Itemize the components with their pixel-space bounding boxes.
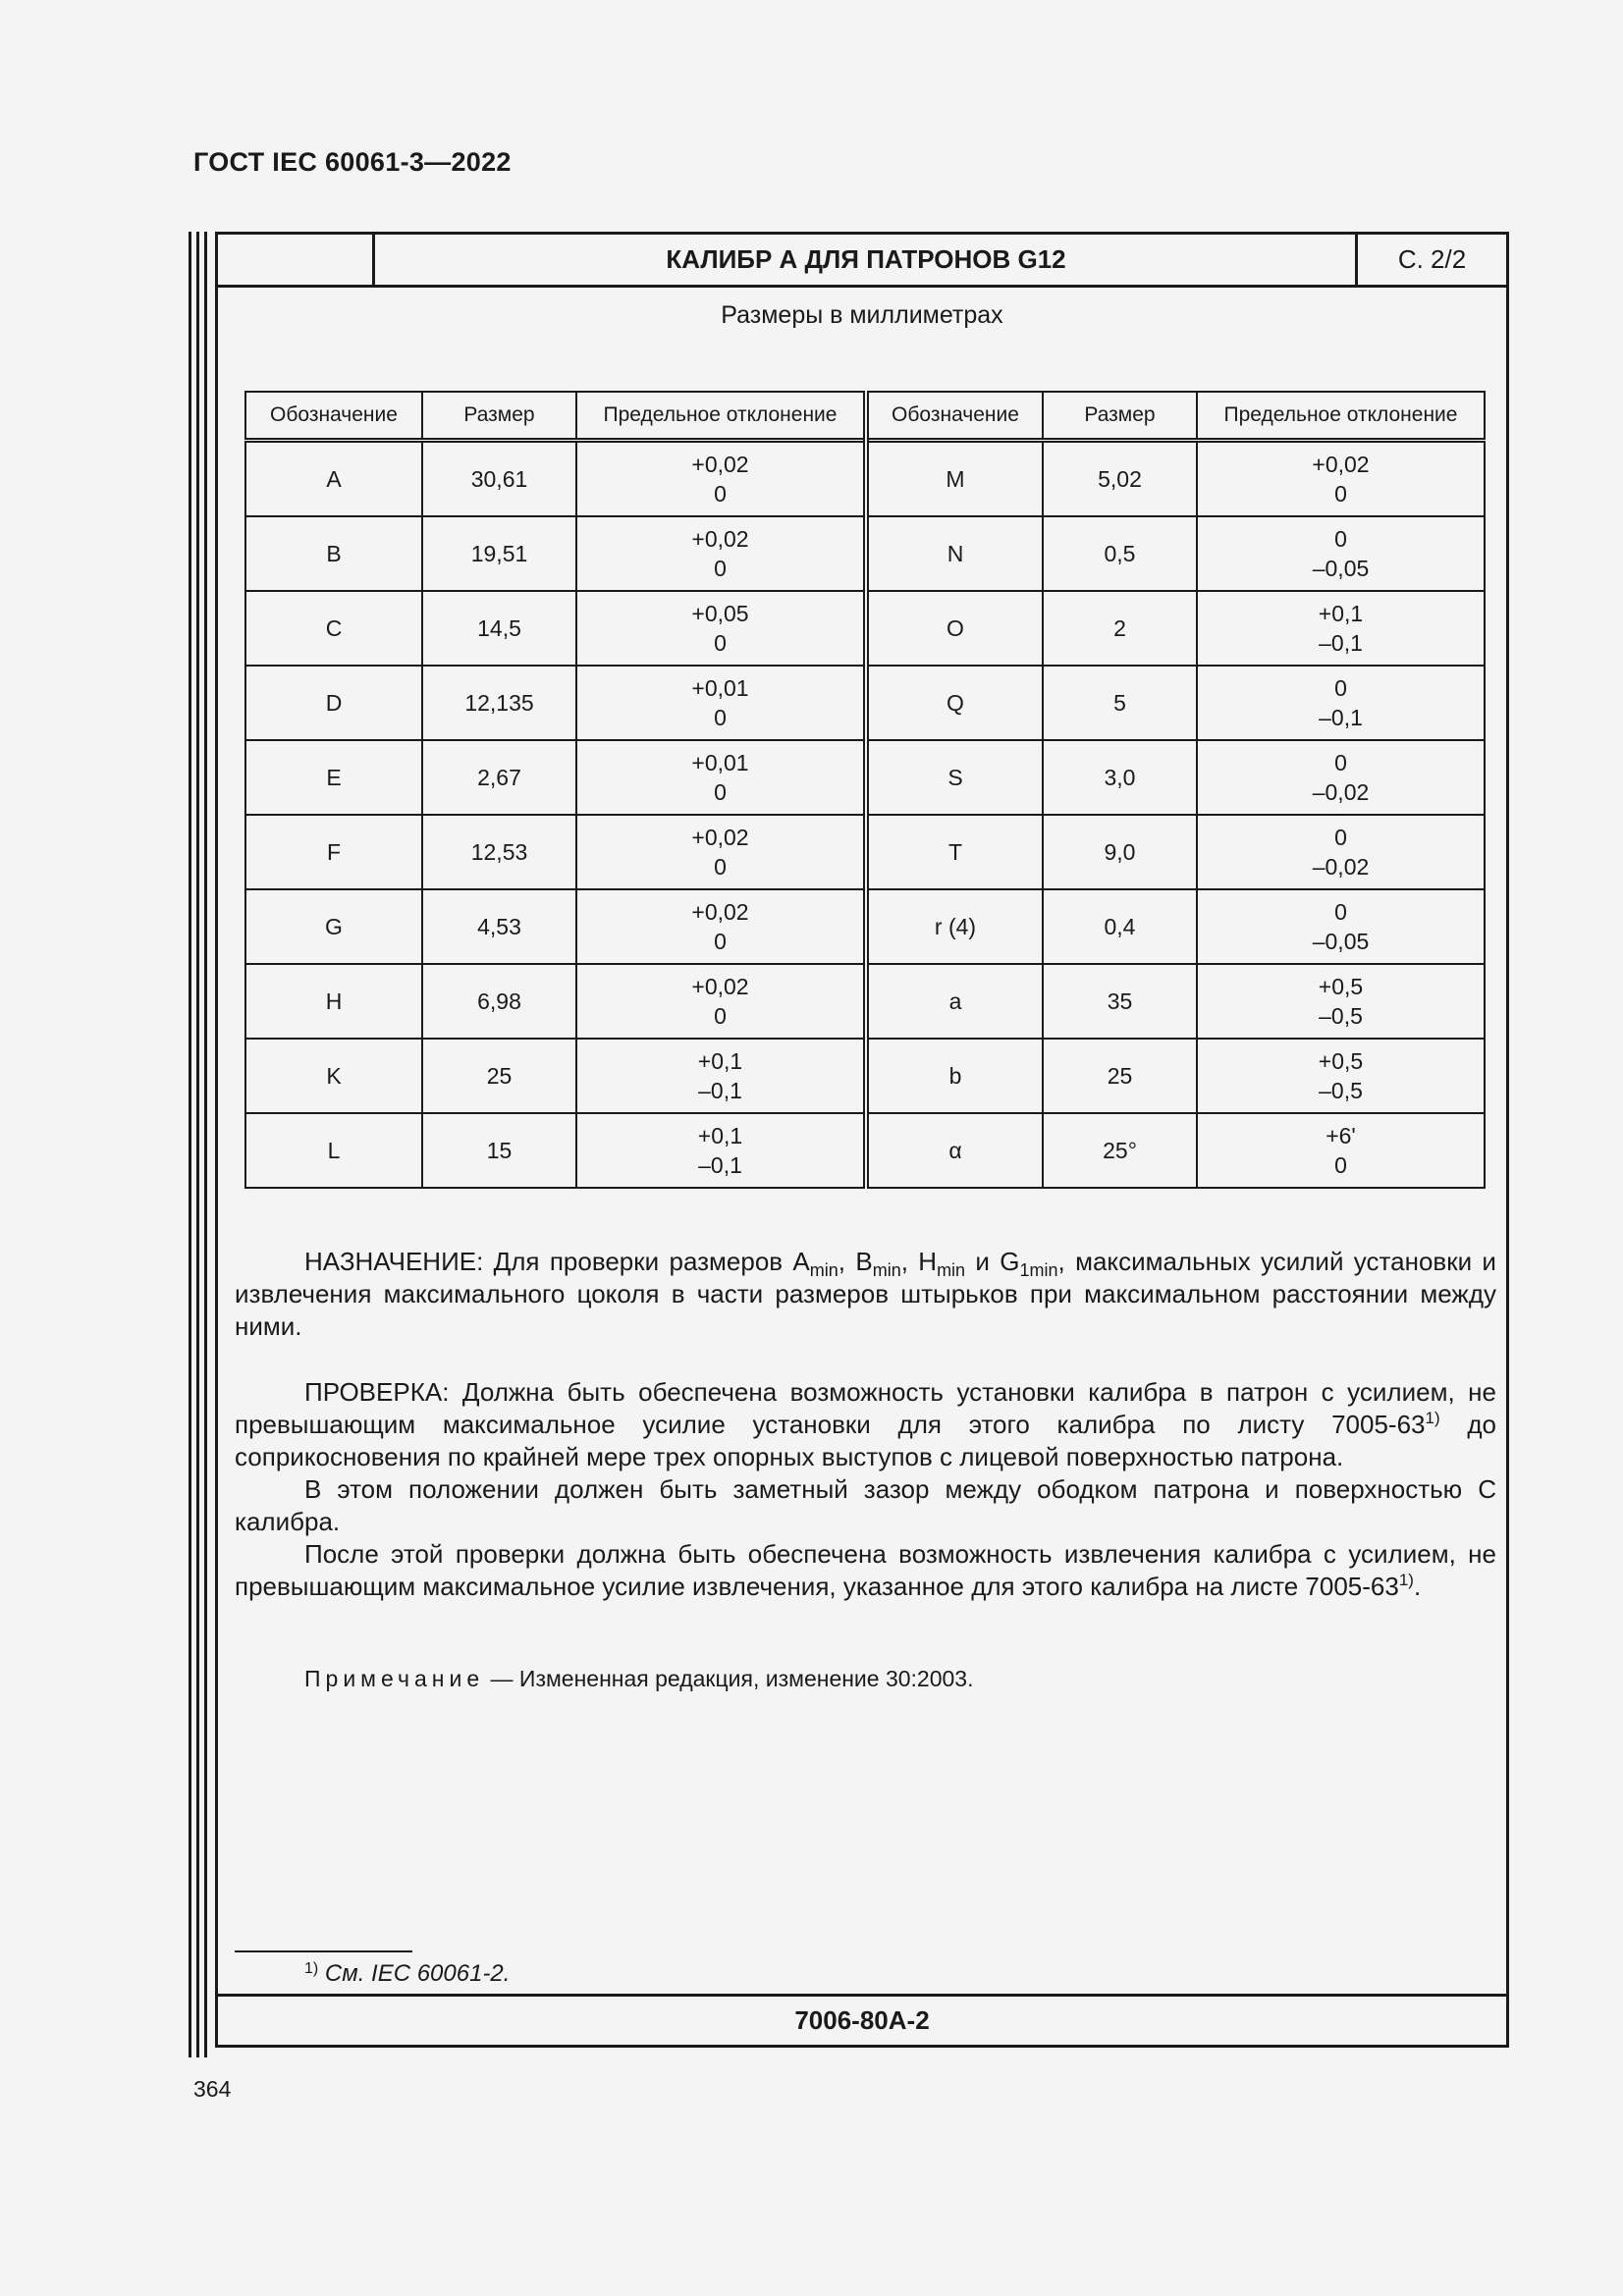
footnote [304,1960,510,1988]
tolerance-cell [1197,1039,1485,1113]
designation-cell: E [245,740,422,815]
tolerance-upper: +0,1 [1318,601,1364,626]
table-header-row [245,392,1485,441]
note [304,1666,974,1692]
margin-rule [204,232,207,2057]
tolerance-upper: +0,02 [691,526,749,552]
sheet-frame [215,232,1509,2048]
tolerance-lower: –0,1 [1319,630,1363,656]
size-cell: 2,67 [422,740,576,815]
size-cell: 9,0 [1043,815,1197,889]
check-paragraph-1: ПРОВЕРКА: Должна быть обеспечена возможность установки калибра в патрон с усилием, не превышающим максимальное усилие установки для этого калибра по листу 7005-63$^{1)}$ до соприкосновения по крайней мере трех опорных выступов с лицевой поверхностью патрона. [235,1377,1496,1471]
tolerance-cell [1197,815,1485,889]
designation-cell: Q [866,666,1043,740]
footnote-mark: 1) [304,1960,319,1977]
tolerance-lower: –0,5 [1319,1003,1363,1029]
tolerance-lower: 0 [714,1003,727,1029]
designation-cell: b [866,1039,1043,1113]
tolerance-lower: 0 [714,929,727,954]
tolerance-cell [1197,441,1485,517]
size-cell: 2 [1043,591,1197,666]
table-row [245,815,1485,889]
tolerance-cell [576,964,866,1039]
margin-rule [196,232,199,2057]
designation-cell: A [245,441,422,517]
designation-cell: K [245,1039,422,1113]
tolerance-lower: –0,05 [1312,929,1370,954]
tolerance-upper: 0 [1334,899,1347,925]
designation-cell: C [245,591,422,666]
footnote-divider [235,1950,412,1952]
designation-cell: H [245,964,422,1039]
size-cell: 14,5 [422,591,576,666]
table-row [245,964,1485,1039]
tolerance-upper: +0,05 [691,601,749,626]
designation-cell: B [245,516,422,591]
title-blank-cell [218,235,375,285]
tolerance-lower: 0 [1334,1152,1347,1178]
tolerance-upper: +0,1 [697,1048,743,1074]
check-section [235,1376,1496,1603]
tolerance-upper: 0 [1334,526,1347,552]
tolerance-lower: –0,1 [698,1078,742,1103]
tolerance-lower: 0 [714,705,727,730]
tolerance-lower: –0,02 [1312,854,1370,880]
check-paragraph-3: После этой проверки должна быть обеспечена возможность извлечения калибра с усилием, не превышающим максимальное усилие извлечения, указанное для этого калибра на листе 7005-63$^{1)}$. [235,1539,1496,1601]
size-cell: 4,53 [422,889,576,964]
tolerance-upper: +0,5 [1318,1048,1364,1074]
designation-cell: N [866,516,1043,591]
title-row [218,235,1506,288]
tolerance-upper: +0,5 [1318,974,1364,999]
margin-rule [189,232,191,2057]
note-label: Примечание [304,1666,485,1691]
tolerance-cell [1197,740,1485,815]
page-number: 364 [193,2076,232,2102]
size-cell: 3,0 [1043,740,1197,815]
purpose-section [235,1246,1496,1343]
note-text: — Измененная редакция, изменение 30:2003. [484,1666,974,1691]
designation-cell: O [866,591,1043,666]
tolerance-cell [1197,889,1485,964]
dimensions-table [244,391,1486,1189]
tolerance-upper: 0 [1334,825,1347,850]
size-cell: 0,5 [1043,516,1197,591]
units-caption: Размеры в миллиметрах [721,301,1003,329]
tolerance-lower: 0 [714,556,727,581]
size-cell: 35 [1043,964,1197,1039]
designation-cell: a [866,964,1043,1039]
tolerance-lower: 0 [714,779,727,805]
tolerance-cell [576,815,866,889]
tolerance-lower: 0 [714,854,727,880]
tolerance-lower: –0,05 [1312,556,1370,581]
table-row [245,1039,1485,1113]
column-header: Предельное отклонение [1197,392,1485,441]
check-paragraph-2: В этом положении должен быть заметный зазор между ободком патрона и поверхностью С калибра. [235,1474,1496,1536]
designation-cell: G [245,889,422,964]
tolerance-cell [576,441,866,517]
table-row [245,740,1485,815]
designation-cell: D [245,666,422,740]
tolerance-cell [576,516,866,591]
sheet-title: КАЛИБР А ДЛЯ ПАТРОНОВ G12 [666,244,1066,274]
tolerance-cell [576,740,866,815]
tolerance-upper: 0 [1334,675,1347,701]
designation-cell: T [866,815,1043,889]
designation-cell: F [245,815,422,889]
tolerance-upper: +0,02 [1312,452,1370,477]
table-row [245,441,1485,517]
size-cell: 19,51 [422,516,576,591]
tolerance-cell [576,889,866,964]
document-header: ГОСТ IEC 60061-3—2022 [193,147,512,177]
column-header: Обозначение [866,392,1043,441]
tolerance-cell [576,591,866,666]
tolerance-upper: +0,1 [697,1123,743,1148]
column-header: Обозначение [245,392,422,441]
tolerance-lower: 0 [714,481,727,507]
tolerance-lower: –0,5 [1319,1078,1363,1103]
footnote-text: См. IEC 60061-2. [324,1960,511,1987]
table-row [245,889,1485,964]
tolerance-upper: +0,01 [691,675,749,701]
designation-cell: r (4) [866,889,1043,964]
designation-cell: α [866,1113,1043,1188]
tolerance-upper: 0 [1334,750,1347,775]
size-cell: 12,135 [422,666,576,740]
table-row [245,516,1485,591]
sheet-page-indicator: С. 2/2 [1355,235,1506,285]
size-cell: 25 [1043,1039,1197,1113]
tolerance-cell [1197,964,1485,1039]
tolerance-cell [576,1039,866,1113]
size-cell: 25° [1043,1113,1197,1188]
tolerance-cell [1197,516,1485,591]
tolerance-upper: +0,02 [691,825,749,850]
size-cell: 15 [422,1113,576,1188]
tolerance-lower: –0,02 [1312,779,1370,805]
tolerance-lower: 0 [714,630,727,656]
designation-cell: M [866,441,1043,517]
tolerance-cell [1197,666,1485,740]
tolerance-upper: +0,02 [691,974,749,999]
table-row [245,1113,1485,1188]
tolerance-upper: +6' [1325,1123,1356,1148]
size-cell: 25 [422,1039,576,1113]
tolerance-cell [576,1113,866,1188]
column-header: Предельное отклонение [576,392,866,441]
designation-cell: L [245,1113,422,1188]
tolerance-cell [1197,1113,1485,1188]
column-header: Размер [1043,392,1197,441]
size-cell: 30,61 [422,441,576,517]
column-header: Размер [422,392,576,441]
designation-cell: S [866,740,1043,815]
tolerance-lower: 0 [1334,481,1347,507]
tolerance-lower: –0,1 [1319,705,1363,730]
size-cell: 5 [1043,666,1197,740]
size-cell: 0,4 [1043,889,1197,964]
table-row [245,666,1485,740]
size-cell: 6,98 [422,964,576,1039]
table-row [245,591,1485,666]
tolerance-cell [1197,591,1485,666]
sheet-code: 7006-80A-2 [218,1994,1506,2045]
size-cell: 5,02 [1043,441,1197,517]
tolerance-lower: –0,1 [698,1152,742,1178]
size-cell: 12,53 [422,815,576,889]
tolerance-upper: +0,01 [691,750,749,775]
tolerance-upper: +0,02 [691,452,749,477]
tolerance-upper: +0,02 [691,899,749,925]
purpose-paragraph: НАЗНАЧЕНИЕ: Для проверки размеров $A_{min}$, $B_{min}$, $H_{min}$ и $G_{1min}$, максимальных усилий установки и извлечения максимального цоколя в части размеров штырьков при максимальном расстоянии между ними. [235,1247,1496,1341]
tolerance-cell [576,666,866,740]
